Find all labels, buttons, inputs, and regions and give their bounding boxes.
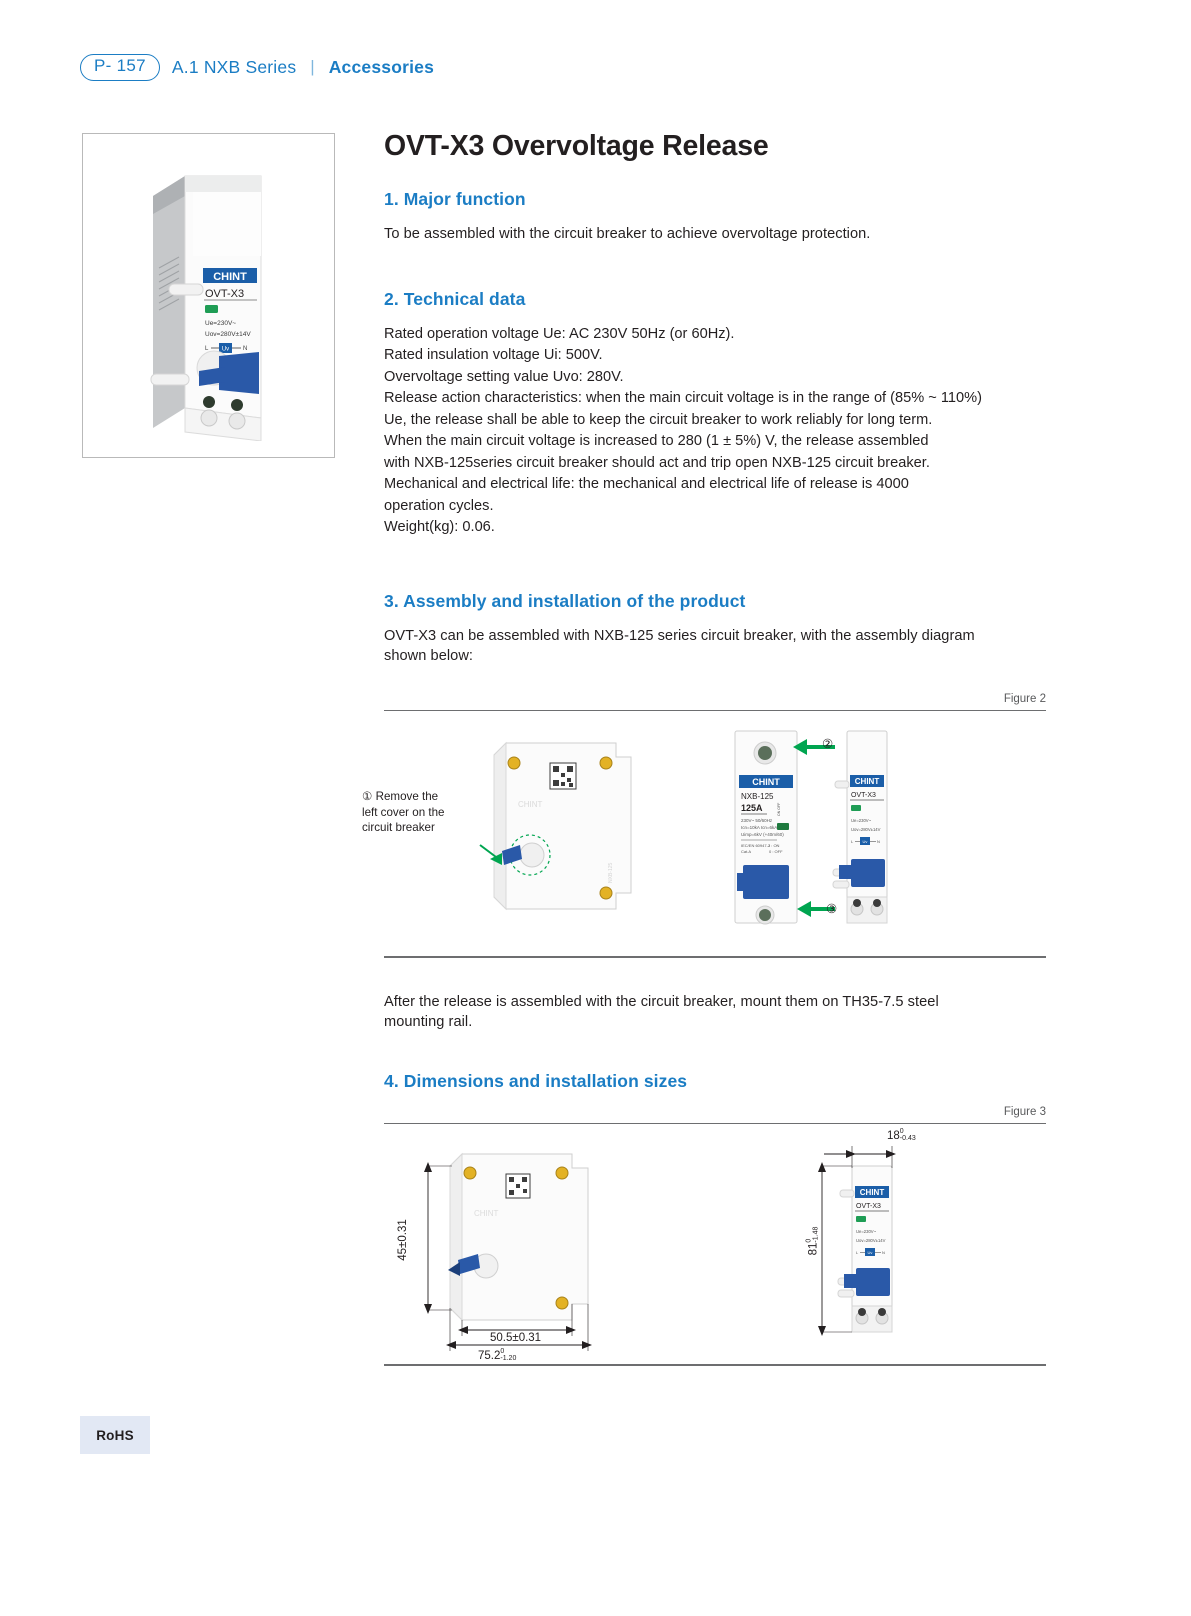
dimension-height-left: 45±0.31 — [396, 1219, 409, 1261]
svg-text:Ue=230V~: Ue=230V~ — [856, 1229, 877, 1235]
breadcrumb — [80, 54, 434, 81]
figure-2-caption: Figure 2 — [1003, 692, 1046, 705]
svg-text:Ue=230V~: Ue=230V~ — [851, 818, 872, 824]
spec-line: Release action characteristics: when the main circuit voltage is in the range of (85% ~ 110%) — [384, 390, 982, 407]
section-3-title: 3. Assembly and installation of the product — [384, 590, 746, 611]
svg-text:ON OFF: ON OFF — [777, 802, 781, 817]
svg-text:L: L — [851, 839, 854, 845]
spec-line: Mechanical and electrical life: the mechanical and electrical life of release is 4000 — [384, 476, 909, 493]
dimension-width-outer-sub: -1.20 — [500, 1355, 517, 1363]
section-4-title: 4. Dimensions and installation sizes — [384, 1070, 688, 1091]
dimension-top-right — [887, 1128, 916, 1142]
svg-text:I : ON: I : ON — [769, 843, 780, 849]
svg-text:Uv: Uv — [867, 1250, 873, 1256]
dimension-height-right-sub: -1.48 — [812, 1226, 820, 1243]
svg-text:Uov=280V±14V: Uov=280V±14V — [851, 827, 881, 833]
svg-text:125A: 125A — [741, 803, 763, 814]
dimension-width-outer — [478, 1348, 516, 1362]
breadcrumb-separator: | — [310, 57, 315, 77]
svg-text:CHINT: CHINT — [474, 1209, 499, 1219]
dimension-height-right-value: 81 — [807, 1242, 820, 1256]
figure-3-area — [384, 1124, 1046, 1364]
rohs-badge: RoHS — [80, 1416, 150, 1454]
dimension-height-right — [805, 1227, 819, 1256]
section-2-title: 2. Technical data — [384, 288, 526, 309]
dimension-width-inner: 50.5±0.31 — [490, 1332, 542, 1345]
svg-text:CHINT: CHINT — [518, 800, 543, 810]
dimension-top-right-value: 18 — [887, 1130, 900, 1143]
spec-line: Ue, the release shall be able to keep the circuit breaker to work reliably for long term. — [384, 411, 933, 428]
svg-text:NXB-125: NXB-125 — [608, 862, 614, 884]
figure-2-left-breaker-diagram — [466, 733, 696, 923]
svg-text:Uv: Uv — [221, 346, 230, 353]
spec-line: When the main circuit voltage is increased to 280 (1 ± 5%) V, the release assembled — [384, 433, 929, 450]
svg-text:Uov=280V±14V: Uov=280V±14V — [856, 1238, 886, 1244]
technical-data-list — [384, 324, 1046, 539]
svg-text:Ue=230V~: Ue=230V~ — [205, 320, 237, 327]
svg-text:L: L — [205, 346, 209, 352]
svg-text:Cat.A: Cat.A — [741, 849, 752, 855]
svg-text:CHINT: CHINT — [854, 777, 880, 787]
svg-text:OVT-X3: OVT-X3 — [851, 792, 876, 800]
spec-line: operation cycles. — [384, 497, 494, 514]
svg-text:Uimp=6kV (+40m/60): Uimp=6kV (+40m/60) — [741, 832, 784, 838]
dimension-width-outer-value: 75.2 — [478, 1350, 501, 1363]
svg-text:OVT-X3: OVT-X3 — [856, 1203, 881, 1211]
figure-3-left-dimension-drawing — [402, 1140, 632, 1355]
product-photo-ovt-x3 — [133, 156, 283, 441]
figure-3-right-dimension-drawing — [804, 1128, 974, 1358]
section-3-after-text: After the release is assembled with the circuit breaker, mount them on TH35-7.5 steel mounting rail. — [384, 993, 939, 1031]
assembly-callout-3: ③ — [826, 902, 838, 917]
svg-text:N: N — [877, 839, 880, 845]
svg-text:CHINT: CHINT — [213, 271, 247, 283]
spec-line: with NXB-125series circuit breaker should act and trip open NXB-125 circuit breaker. — [384, 454, 930, 471]
spec-line: Rated operation voltage Ue: AC 230V 50Hz (or 60Hz). — [384, 325, 735, 342]
svg-text:Uv: Uv — [862, 839, 868, 845]
section-3-text: OVT-X3 can be assembled with NXB-125 series circuit breaker, with the assembly diagram shown below: — [384, 627, 975, 665]
page-number-pill: P- 157 — [80, 54, 160, 81]
svg-text:OVT-X3: OVT-X3 — [205, 288, 245, 300]
dimension-width-outer-sup: 0 — [500, 1348, 505, 1356]
svg-text:IEC/EN 60947-2: IEC/EN 60947-2 — [741, 843, 771, 849]
section-1-title: 1. Major function — [384, 189, 526, 209]
assembly-step-1-note: ① Remove the left cover on the circuit breaker — [362, 790, 445, 835]
svg-text:N: N — [243, 346, 248, 352]
svg-text:NXB-125: NXB-125 — [741, 792, 774, 802]
figure-2-area — [362, 711, 1046, 956]
section-1-text: To be assembled with the circuit breaker to achieve overvoltage protection. — [384, 226, 871, 242]
spec-line: Rated insulation voltage Ui: 500V. — [384, 347, 603, 364]
assembly-callout-2: ② — [822, 737, 834, 752]
page-title: OVT-X3 Overvoltage Release — [384, 130, 769, 162]
dimension-height-right-sup: 0 — [805, 1238, 813, 1243]
svg-text:N: N — [882, 1250, 885, 1256]
figure-3-bottom-rule — [384, 1364, 1046, 1365]
svg-text:Uov=280V±14V: Uov=280V±14V — [205, 331, 251, 338]
spec-line: Overvoltage setting value Uvo: 280V. — [384, 368, 624, 385]
spec-line: Weight(kg): 0.06. — [384, 519, 495, 536]
dimension-top-right-sub: -0.43 — [899, 1135, 916, 1143]
dimension-top-right-sup: 0 — [899, 1128, 904, 1136]
svg-text:230V~ 50/60Hz: 230V~ 50/60Hz — [741, 818, 773, 824]
figure-3-caption: Figure 3 — [1003, 1105, 1046, 1118]
svg-text:Icn=10kA Icn=6kA: Icn=10kA Icn=6kA — [741, 825, 778, 831]
breadcrumb-current[interactable]: Accessories — [328, 56, 435, 77]
svg-text:L: L — [856, 1250, 859, 1256]
product-photo-frame — [82, 133, 335, 458]
svg-text:0 : OFF: 0 : OFF — [769, 849, 783, 855]
svg-text:CHINT: CHINT — [859, 1188, 885, 1198]
breadcrumb-series[interactable]: A.1 NXB Series — [171, 56, 297, 77]
main-content — [362, 130, 1046, 1366]
svg-text:CHINT: CHINT — [752, 777, 780, 788]
